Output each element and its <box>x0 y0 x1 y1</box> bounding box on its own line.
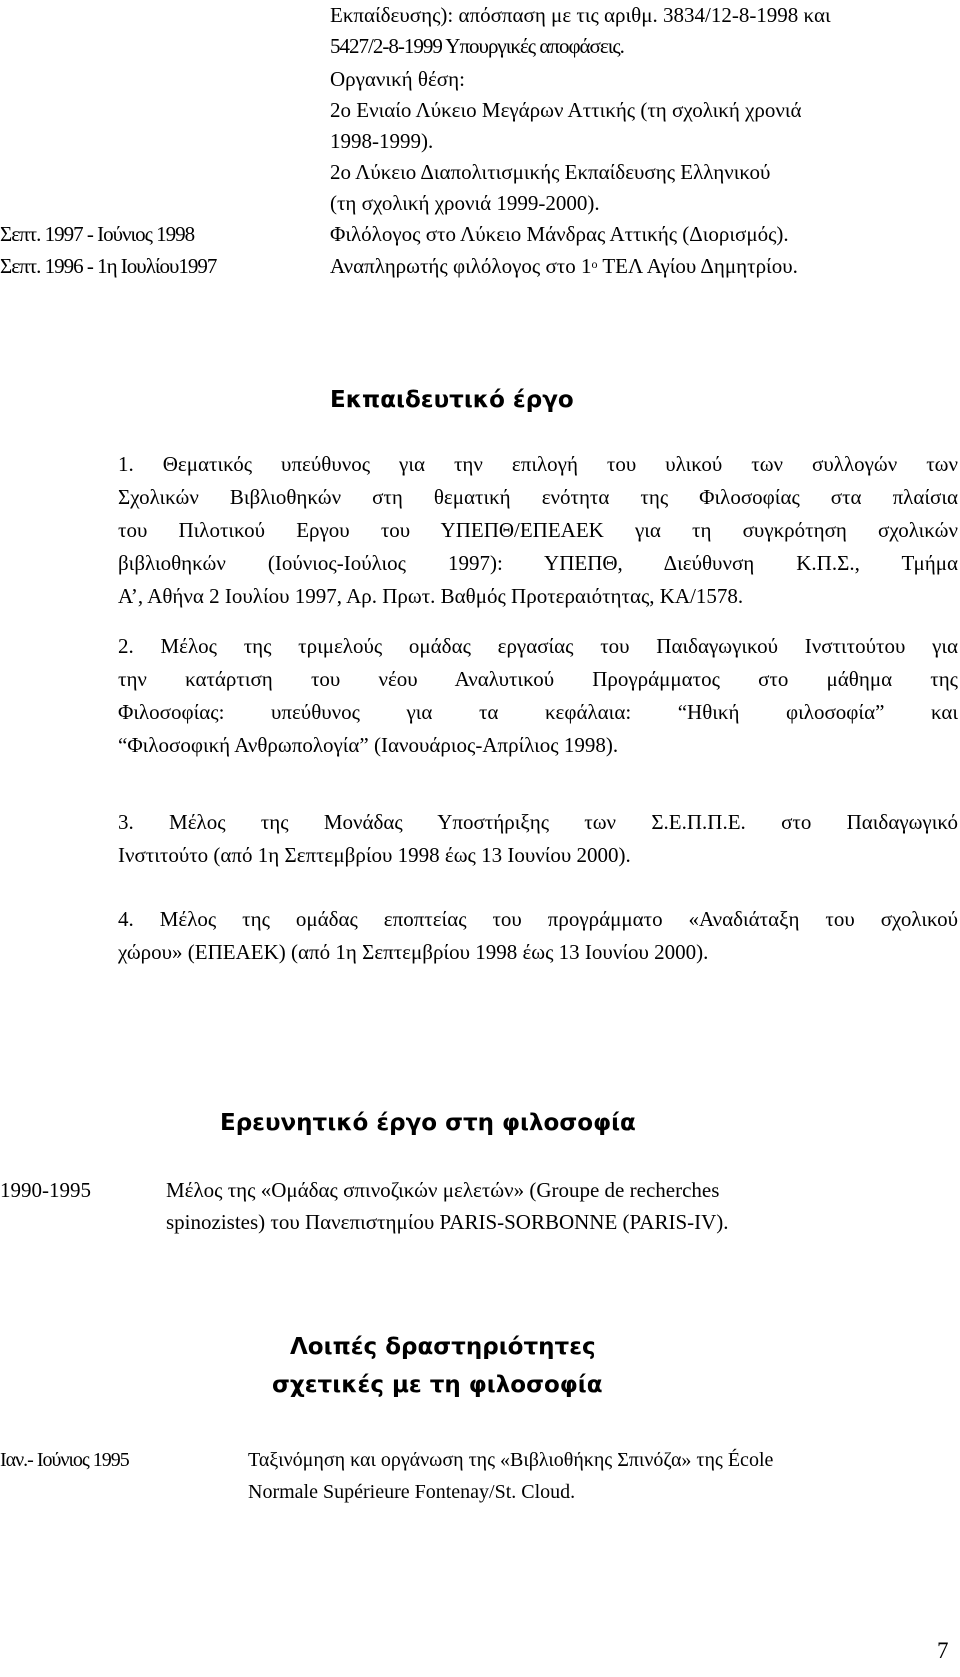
activity-line: Ταξινόμηση και οργάνωση της «Βιβλιοθήκης Σπινόζα» της École <box>248 1449 774 1471</box>
entry-text-part: ΤΕΛ Αγίου Δημητρίου. <box>597 254 798 278</box>
paragraph-line: Φιλοσοφίας: υπεύθυνος για τα κεφάλαια: “Ηθική φιλοσοφία” και <box>118 700 958 724</box>
paragraph-line: Σχολικών Βιβλιοθηκών στη θεματική ενότητα της Φιλοσοφίας στα πλαίσια <box>118 485 958 509</box>
activity-date: Ιαν.- Ιούνιος 1995 <box>0 1449 129 1471</box>
text-line: Οργανική θέση: <box>330 67 465 91</box>
paragraph-line: “Φιλοσοφική Ανθρωπολογία” (Ιανουάριος-Απρίλιος 1998). <box>118 733 619 757</box>
entry-text <box>330 251 798 282</box>
list-item <box>118 448 958 613</box>
entry-date: Σεπτ. 1996 - 1η Ιουλίου1997 <box>0 254 217 278</box>
ordinal-superscript: ο <box>591 257 598 271</box>
paragraph-line: Ινστιτούτο (από 1η Σεπτεμβρίου 1998 έως 13 Ιουνίου 2000). <box>118 843 631 867</box>
entry-text-part: Αναπληρωτής φιλόλογος στο 1 <box>330 254 592 278</box>
paragraph-line: χώρου» (ΕΠΕΑΕΚ) (από 1η Σεπτεμβρίου 1998 έως 13 Ιουνίου 2000). <box>118 940 709 964</box>
entry-date: Σεπτ. 1997 - Ιούνιος 1998 <box>0 222 195 246</box>
list-item <box>118 630 958 762</box>
section-heading-educational-work: Εκπαιδευτικό έργο <box>330 387 574 413</box>
paragraph-line: 3. Μέλος της Μονάδας Υποστήριξης των Σ.Ε.Π.Π.Ε. στο Παιδαγωγικό <box>118 810 958 834</box>
section-heading-other-activities: σχετικές με τη φιλοσοφία <box>272 1372 603 1398</box>
paragraph-line: 4. Μέλος της ομάδας εποπτείας του προγράμματο «Αναδιάταξη του σχολικού <box>118 907 958 931</box>
text-line: 2ο Λύκειο Διαπολιτισμικής Εκπαίδευσης Ελληνικού <box>330 160 771 184</box>
paragraph-line: του Πιλοτικού Εργου του ΥΠΕΠΘ/ΕΠΕΑΕΚ για τη συγκρότηση σχολικών <box>118 518 958 542</box>
list-item <box>118 806 958 872</box>
research-line: spinozistes) του Πανεπιστημίου PARIS-SORBONNE (PARIS-IV). <box>166 1210 729 1234</box>
text-line: 1998-1999). <box>330 129 434 153</box>
text-line: 5427/2-8-1999 Υπουργικές αποφάσεις. <box>330 34 624 58</box>
paragraph-line: 1. Θεματικός υπεύθυνος για την επιλογή του υλικού των συλλογών των <box>118 452 958 476</box>
text-line: 2ο Ενιαίο Λύκειο Μεγάρων Αττικής (τη σχολική χρονιά <box>330 98 802 122</box>
text-line: Εκπαίδευσης): απόσπαση με τις αριθμ. 3834/12-8-1998 και <box>330 3 831 27</box>
text-line: (τη σχολική χρονιά 1999-2000). <box>330 191 600 215</box>
section-heading-other-activities: Λοιπές δραστηριότητες <box>290 1334 596 1360</box>
paragraph-line: βιβλιοθηκών (Ιούνιος-Ιούλιος 1997): ΥΠΕΠΘ, Διεύθυνση Κ.Π.Σ., Τμήμα <box>118 551 958 575</box>
section-heading-research-work: Ερευνητικό έργο στη φιλοσοφία <box>220 1110 636 1136</box>
page-number: 7 <box>937 1638 949 1663</box>
paragraph-line: 2. Μέλος της τριμελούς ομάδας εργασίας του Παιδαγωγικού Ινστιτούτου για <box>118 634 958 658</box>
entry-text: Φιλόλογος στο Λύκειο Μάνδρας Αττικής (Διορισμός). <box>330 222 789 246</box>
paragraph-line: την κατάρτιση του νέου Αναλυτικού Προγράμματος στο μάθημα της <box>118 667 958 691</box>
research-date: 1990-1995 <box>0 1178 91 1202</box>
list-item <box>118 903 958 969</box>
paragraph-line: Α’, Αθήνα 2 Ιουλίου 1997, Αρ. Πρωτ. Βαθμός Προτεραιότητας, ΚΑ/1578. <box>118 584 744 608</box>
research-line: Μέλος της «Ομάδας σπινοζικών μελετών» (Groupe de recherches <box>166 1178 720 1202</box>
activity-line: Normale Supérieure Fontenay/St. Cloud. <box>248 1481 576 1503</box>
